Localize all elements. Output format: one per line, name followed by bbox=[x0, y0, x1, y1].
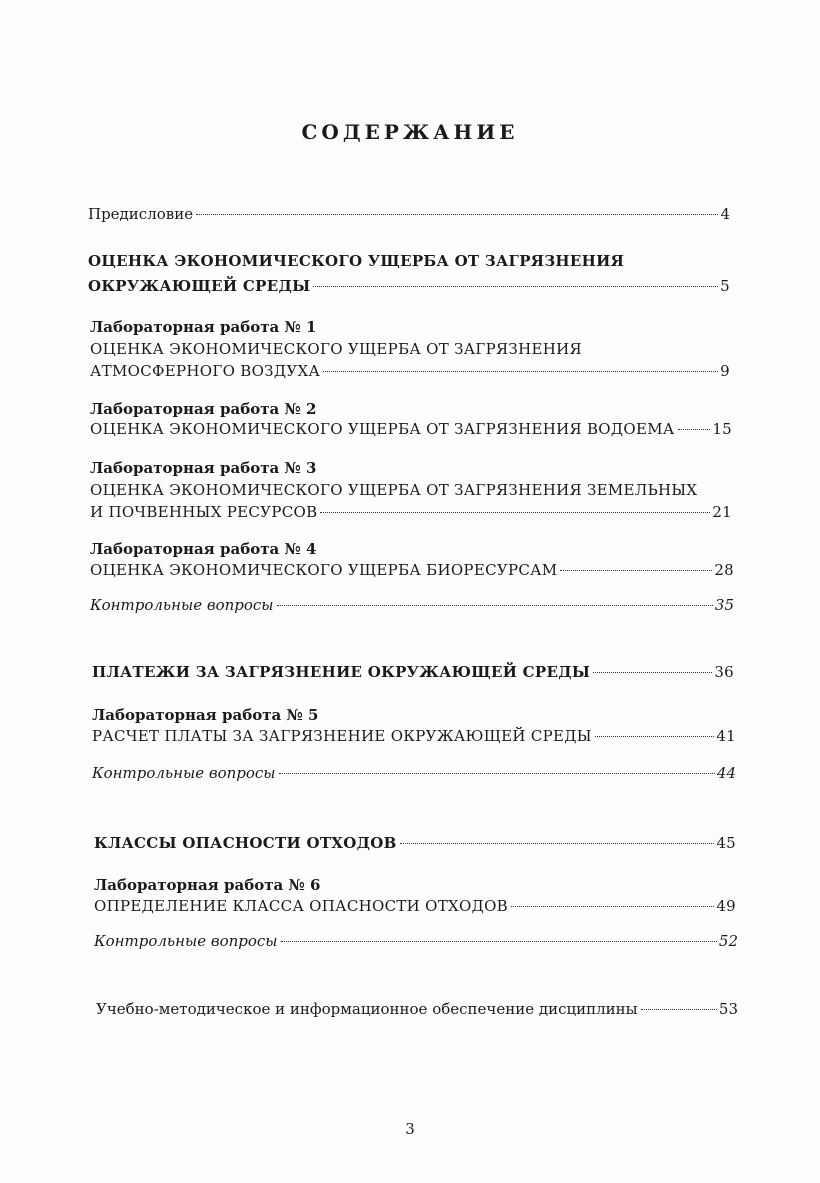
toc-lab-1-heading[interactable]: Лабораторная работа № 1 bbox=[90, 318, 317, 336]
page-title: СОДЕРЖАНИЕ bbox=[301, 120, 519, 144]
toc-questions-2[interactable] bbox=[92, 761, 736, 785]
toc-lab-3[interactable] bbox=[90, 500, 732, 524]
toc-entry-label: ОЦЕНКА ЭКОНОМИЧЕСКОГО УЩЕРБА БИОРЕСУРСАМ bbox=[90, 561, 558, 579]
toc-lab-1-line1[interactable]: ОЦЕНКА ЭКОНОМИЧЕСКОГО УЩЕРБА ОТ ЗАГРЯЗНЕНИЯ bbox=[90, 340, 582, 358]
toc-lab-1[interactable] bbox=[90, 359, 730, 383]
toc-entry-label: Контрольные вопросы bbox=[92, 764, 276, 782]
toc-references[interactable] bbox=[96, 997, 738, 1021]
toc-page-number: 21 bbox=[712, 503, 732, 521]
toc-entry-label: КЛАССЫ ОПАСНОСТИ ОТХОДОВ bbox=[94, 834, 397, 852]
toc-section-2[interactable] bbox=[92, 660, 734, 684]
toc-section-1[interactable] bbox=[88, 274, 730, 298]
dot-leader bbox=[400, 843, 715, 844]
dot-leader bbox=[593, 672, 712, 673]
dot-leader bbox=[323, 371, 718, 372]
toc-lab-6-heading[interactable]: Лабораторная работа № 6 bbox=[94, 876, 321, 894]
toc-page-number: 41 bbox=[716, 727, 736, 745]
toc-entry-preface[interactable] bbox=[88, 202, 730, 226]
dot-leader bbox=[560, 570, 712, 571]
toc-entry-label: Предисловие bbox=[88, 205, 194, 223]
toc-page-number: 4 bbox=[720, 205, 730, 223]
dot-leader bbox=[641, 1009, 717, 1010]
toc-entry-label: РАСЧЕТ ПЛАТЫ ЗА ЗАГРЯЗНЕНИЕ ОКРУЖАЮЩЕЙ СРЕДЫ bbox=[92, 727, 592, 745]
toc-page-number: 49 bbox=[716, 897, 736, 915]
toc-lab-6[interactable] bbox=[94, 894, 736, 918]
toc-entry-label: И ПОЧВЕННЫХ РЕСУРСОВ bbox=[90, 503, 318, 521]
page-number: 3 bbox=[405, 1120, 415, 1138]
toc-page-number: 5 bbox=[720, 277, 730, 295]
toc-page-number: 15 bbox=[712, 420, 732, 438]
toc-questions-3[interactable] bbox=[94, 929, 738, 953]
toc-entry-label: ОЦЕНКА ЭКОНОМИЧЕСКОГО УЩЕРБА ОТ ЗАГРЯЗНЕНИЯ ВОДОЕМА bbox=[90, 420, 675, 438]
dot-leader bbox=[196, 214, 718, 215]
toc-page-number: 35 bbox=[714, 596, 734, 614]
toc-entry-label: Контрольные вопросы bbox=[94, 932, 278, 950]
toc-lab-3-heading[interactable]: Лабораторная работа № 3 bbox=[90, 459, 317, 477]
dot-leader bbox=[320, 512, 710, 513]
dot-leader bbox=[595, 736, 714, 737]
toc-entry-label: АТМОСФЕРНОГО ВОЗДУХА bbox=[90, 362, 321, 380]
toc-page-number: 44 bbox=[716, 764, 736, 782]
dot-leader bbox=[277, 605, 713, 606]
dot-leader bbox=[279, 773, 715, 774]
dot-leader bbox=[678, 429, 711, 430]
dot-leader bbox=[511, 906, 714, 907]
toc-entry-label: ПЛАТЕЖИ ЗА ЗАГРЯЗНЕНИЕ ОКРУЖАЮЩЕЙ СРЕДЫ bbox=[92, 663, 591, 681]
toc-lab-3-line1[interactable]: ОЦЕНКА ЭКОНОМИЧЕСКОГО УЩЕРБА ОТ ЗАГРЯЗНЕНИЯ ЗЕМЕЛЬНЫХ bbox=[90, 481, 698, 499]
dot-leader bbox=[281, 941, 717, 942]
toc-lab-2-heading[interactable]: Лабораторная работа № 2 bbox=[90, 400, 317, 418]
toc-lab-5[interactable] bbox=[92, 724, 736, 748]
toc-page-number: 36 bbox=[714, 663, 734, 681]
dot-leader bbox=[313, 286, 718, 287]
toc-section-3[interactable] bbox=[94, 831, 736, 855]
toc-section-1-line1[interactable]: ОЦЕНКА ЭКОНОМИЧЕСКОГО УЩЕРБА ОТ ЗАГРЯЗНЕНИЯ bbox=[88, 252, 625, 270]
toc-entry-label: ОПРЕДЕЛЕНИЕ КЛАССА ОПАСНОСТИ ОТХОДОВ bbox=[94, 897, 508, 915]
toc-entry-label: ОКРУЖАЮЩЕЙ СРЕДЫ bbox=[88, 277, 311, 295]
toc-entry-label: Учебно-методическое и информационное обеспечение дисциплины bbox=[96, 1000, 638, 1018]
toc-lab-5-heading[interactable]: Лабораторная работа № 5 bbox=[92, 706, 319, 724]
toc-page-number: 45 bbox=[716, 834, 736, 852]
toc-page-number: 52 bbox=[718, 932, 738, 950]
toc-lab-4-heading[interactable]: Лабораторная работа № 4 bbox=[90, 540, 317, 558]
toc-lab-2[interactable] bbox=[90, 417, 732, 441]
toc-entry-label: Контрольные вопросы bbox=[90, 596, 274, 614]
toc-page-number: 28 bbox=[714, 561, 734, 579]
toc-page-number: 53 bbox=[718, 1000, 738, 1018]
toc-lab-4[interactable] bbox=[90, 558, 734, 582]
toc-questions-1[interactable] bbox=[90, 593, 734, 617]
toc-page-number: 9 bbox=[720, 362, 730, 380]
